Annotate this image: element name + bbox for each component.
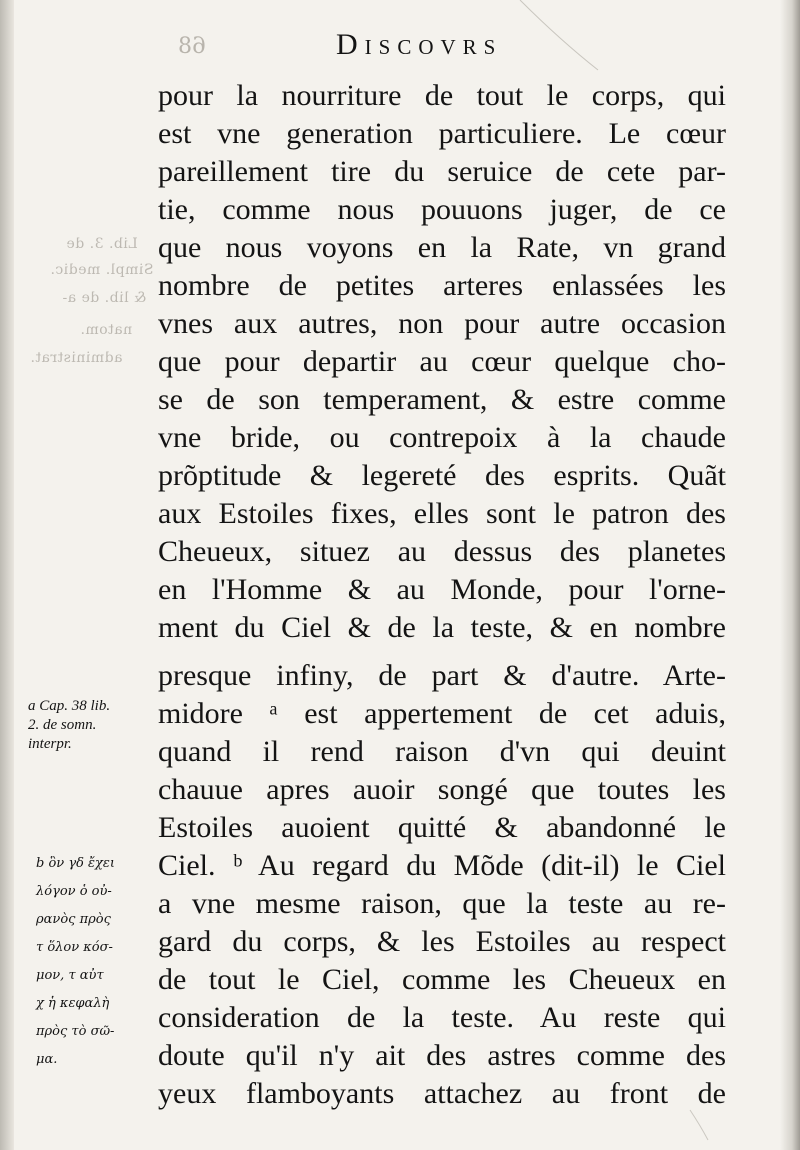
bleed-through-line: administrat. <box>30 350 123 366</box>
body-text-line: doute qu'il n'y ait des astres comme des <box>158 1039 726 1072</box>
margin-note-b-line: πρὸς τὸ σῶ- <box>36 1024 115 1039</box>
margin-note-a-line: 2. de somn. <box>28 717 97 733</box>
margin-note-b-line: τ ὅλον κόσ- <box>36 940 113 955</box>
page-number: 68 <box>178 34 206 59</box>
body-text-line: en l'Homme & au Monde, pour l'orne- <box>158 573 726 606</box>
body-text-line: pour la nourriture de tout le corps, qui <box>158 79 726 112</box>
margin-note-b-line: μα. <box>36 1052 58 1067</box>
body-text-line: tie, comme nous pouuons juger, de ce <box>158 193 726 226</box>
margin-note-b-line: λόγον ὁ οὐ- <box>36 884 112 899</box>
bleed-through-line: & lib. de a- <box>62 290 147 306</box>
bleed-through-line: Lib. 3. de <box>66 236 138 252</box>
bleed-through-line: Simpl. medic. <box>50 262 154 278</box>
body-text-line: Estoiles auoient quitté & abandonné le <box>158 811 726 844</box>
running-head: Discovrs <box>336 28 503 61</box>
body-text-line: gard du corps, & les Estoiles au respect <box>158 925 726 958</box>
margin-note-b-line: b ὃν γδ ἔχει <box>36 856 115 871</box>
body-text-line: presque infiny, de part & d'autre. Arte- <box>158 659 726 692</box>
page-edge-shadow <box>780 0 800 1150</box>
bleed-through-line: natom. <box>80 322 133 338</box>
body-text-line: yeux flamboyants attachez au front de <box>158 1077 726 1110</box>
body-text-line: midore ᵃ est appertement de cet aduis, <box>158 697 726 730</box>
body-text-line: chauue apres auoir songé que toutes les <box>158 773 726 806</box>
body-text-line: a vne mesme raison, que la teste au re- <box>158 887 726 920</box>
body-text-line: vnes aux autres, non pour autre occasion <box>158 307 726 340</box>
body-text-line: prõptitude & legereté des esprits. Quãt <box>158 459 726 492</box>
body-text-line: que pour departir au cœur quelque cho- <box>158 345 726 378</box>
body-text-line: se de son temperament, & estre comme <box>158 383 726 416</box>
margin-note-a-line: interpr. <box>28 736 72 752</box>
body-text-line: pareillement tire du seruice de cete par- <box>158 155 726 188</box>
body-text-line: aux Estoiles fixes, elles sont le patron des <box>158 497 726 530</box>
body-text-line: quand il rend raison d'vn qui deuint <box>158 735 726 768</box>
body-text-line: ment du Ciel & de la teste, & en nombre <box>158 611 726 644</box>
body-text-line: vne bride, ou contrepoix à la chaude <box>158 421 726 454</box>
page-gutter-shadow <box>0 0 14 1150</box>
margin-note-b-line: ρανὸς πρὸς <box>36 912 111 927</box>
body-text-line: Ciel. ᵇ Au regard du Mõde (dit-il) le Ciel <box>158 849 726 882</box>
body-text-line: que nous voyons en la Rate, vn grand <box>158 231 726 264</box>
margin-note-b-line: χ ἡ κεφαλὴ <box>36 996 110 1011</box>
body-text-line: nombre de petites arteres enlassées les <box>158 269 726 302</box>
body-text-line: Cheueux, situez au dessus des planetes <box>158 535 726 568</box>
body-text-line: consideration de la teste. Au reste qui <box>158 1001 726 1034</box>
margin-note-a-line: a Cap. 38 lib. <box>28 698 111 714</box>
body-text-line: est vne generation particuliere. Le cœur <box>158 117 726 150</box>
margin-note-b-line: μον, τ αὐτ <box>36 968 104 983</box>
body-text-line: de tout le Ciel, comme les Cheueux en <box>158 963 726 996</box>
